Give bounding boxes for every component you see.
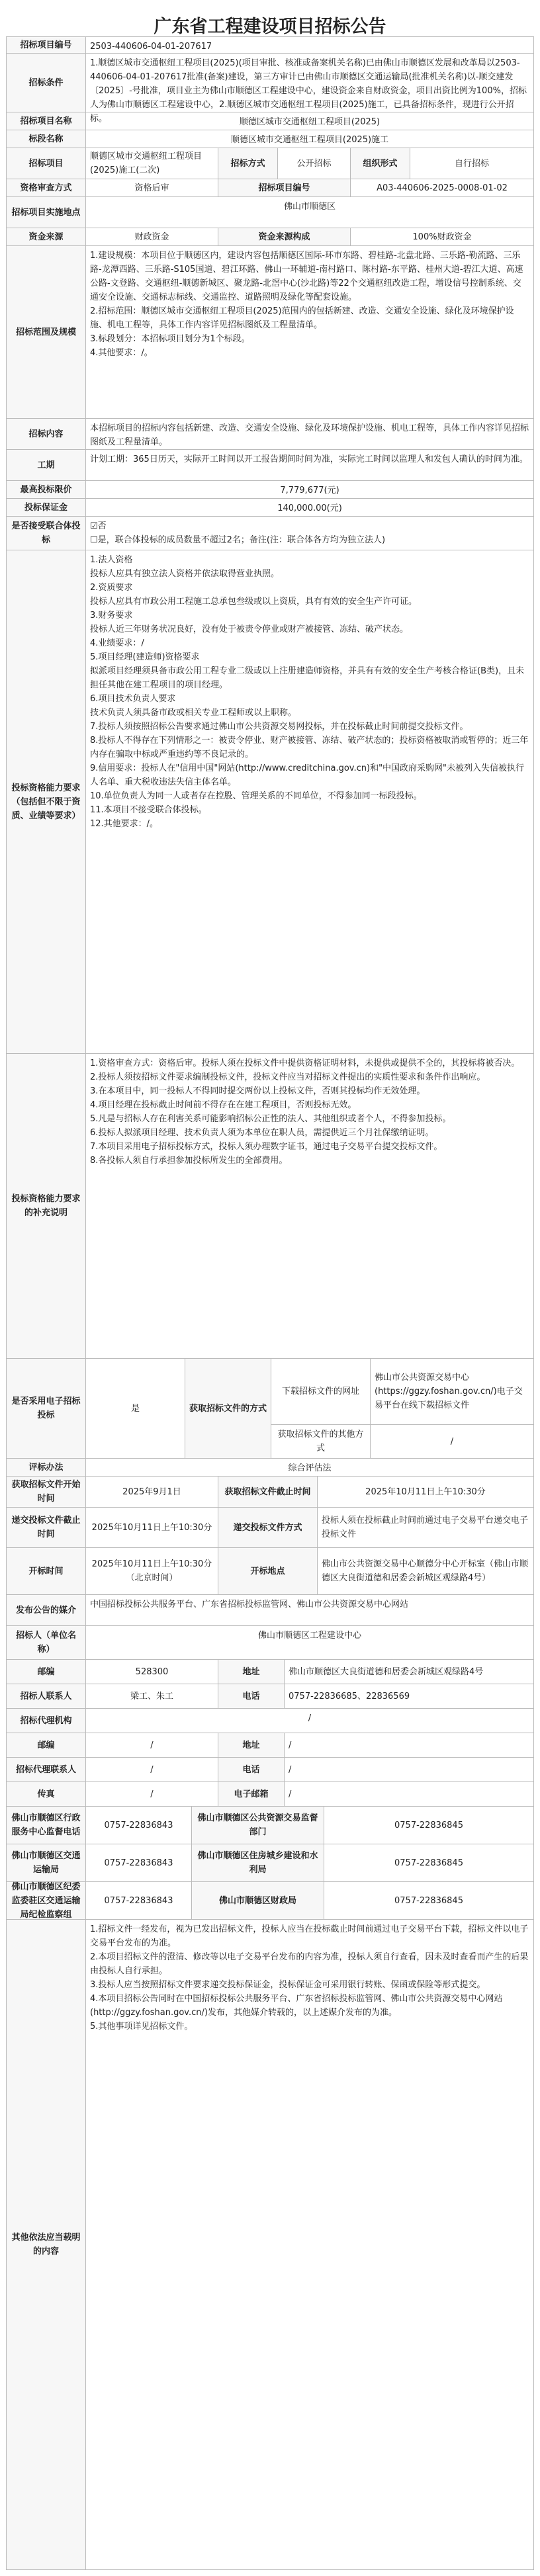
row-tenderee: [6, 1625, 534, 1659]
row-agency-contact: [6, 1757, 534, 1782]
row-bid-project: [6, 148, 534, 179]
dept-value: 0757-22836845: [324, 1807, 534, 1844]
label: 招标代理联系人: [7, 1758, 86, 1782]
value: 顺德区城市交通枢纽工程项目(2025): [86, 112, 534, 130]
value: [86, 550, 534, 1053]
code-value: A03-440606-2025-0008-01-02: [351, 179, 534, 196]
open-place-label: 开标地点: [218, 1548, 318, 1594]
value: /: [86, 1758, 218, 1782]
label: 开标时间: [7, 1548, 86, 1594]
obtain-web-row: [271, 1359, 534, 1425]
label: 招标项目实施地点: [7, 197, 86, 228]
scope-line: 1.建设规模：本项目位于顺德区内，建设内容包括顺德区国际-环市东路、碧桂路-北盘北路、三乐路-勒流路、三乐路-龙潭西路、三乐路-S105国道、碧江环路、佛山一环辅道-南村路口、陈村路-东平路、桂州大道-碧江大道、高速公路-文登路、交通枢纽-顺德新城区、聚龙路-北滘中心(沙北路)等22个交通枢纽改造工程，增设信号控制系统、交通安全设施、交通标志标线、交通监控、道路照明及绿化等配套设施。: [90, 251, 523, 302]
label: 工期: [7, 450, 86, 480]
row-location: [6, 196, 534, 228]
label: 招标条件: [7, 54, 86, 112]
place-value: 投标人须在投标截止时间前通过电子交易平台递交电子投标文件: [318, 1508, 534, 1547]
mail-value: /: [285, 1782, 534, 1806]
row-other-notes: [6, 1053, 534, 1358]
scope-line: 3.标段划分：本招标项目划分为1个标段。: [90, 334, 250, 344]
req-line: 2.资质要求: [90, 583, 133, 593]
value: 2025年10月11日上午10:30分（北京时间）: [86, 1548, 218, 1594]
req-line: 技术负责人须具备市政或相关专业工程师或以上职称。: [90, 708, 297, 718]
value: [86, 517, 534, 550]
req-line: 8.投标人不得存在下列情形之一：被责令停业、财产被接管、冻结、破产状态的；投标资格被取消或暂停的；近三年内存在骗取中标或严重违约等不良记录的。: [90, 736, 529, 759]
note-line: 2.投标人须按招标文件要求编制投标文件，投标文件应当对招标文件提出的实质性要求和条件作出响应。: [90, 1072, 486, 1082]
value: 7,779,677(元): [86, 481, 534, 498]
label: 招标内容: [7, 419, 86, 449]
req-line: 投标人应具有独立法人资格并依法取得营业执照。: [90, 569, 280, 579]
tel-label: 电话: [218, 1758, 285, 1782]
value: 佛山市顺德区工程建设中心: [86, 1626, 534, 1659]
obtain-other-label: 获取招标文件的其他方式: [271, 1425, 371, 1458]
form-value: 自行招标: [410, 148, 534, 179]
value: 本招标项目的招标内容包括新建、改造、交通安全设施、绿化及环境保护设施、机电工程等，具体工作内容详见招标图纸及工程量清单。: [86, 419, 534, 449]
other-line: 3.投标人应当按照招标文件要求递交投标保证金，投标保证金可采用银行转账、保函或保险等形式提交。: [90, 1980, 486, 1990]
label: 发布公告的媒介: [7, 1595, 86, 1625]
req-line: 9.信用要求：投标人在"信用中国"网站(http://www.creditchina.gov.cn)和"中国政府采购网"未被列入失信被执行人名单、重大税收违法失信主体名单。: [90, 763, 525, 787]
value: 综合评估法: [86, 1459, 534, 1476]
row-submit-deadline: [6, 1507, 534, 1547]
label: 传真: [7, 1782, 86, 1806]
scope-line: 2.招标范围：顺德区城市交通枢纽工程项目(2025)范围内的包括新建、改造、交通安全设施、绿化及环境保护设施、机电工程等，具体工作内容详见招标图纸及工程量清单。: [90, 306, 514, 330]
scope-line: 4.其他要求：/。: [90, 348, 153, 358]
method-label: 招标方式: [218, 148, 278, 179]
obtain-web-label: 下载招标文件的网址: [271, 1359, 371, 1424]
row-project-name: [6, 112, 534, 130]
label: 标段名称: [7, 130, 86, 148]
value: [86, 1054, 534, 1358]
label: 递交投标文件截止时间: [7, 1508, 86, 1547]
req-line: 10.单位负责人为同一人或者存在控股、管理关系的不同单位，不得参加同一标段投标。: [90, 791, 422, 801]
code-label: 招标项目编号: [218, 179, 351, 196]
form-label: 组织形式: [351, 148, 410, 179]
req-line: 投标人近三年财务状况良好，没有处于被责令停业或财产被接管、冻结、破产状态。: [90, 624, 409, 634]
value: 是: [86, 1359, 185, 1458]
value: 中国招标投标公共服务平台、广东省招标投标监管网、佛山市公共资源交易中心网站: [86, 1595, 534, 1625]
value: /: [86, 1709, 534, 1733]
value: /: [86, 1782, 218, 1806]
label: 资金来源: [7, 228, 86, 245]
tel-value: /: [285, 1758, 534, 1782]
value: 财政资金: [86, 228, 218, 245]
label: 获取招标文件开始时间: [7, 1477, 86, 1507]
end-value: 2025年10月11日上午10:30分: [318, 1477, 534, 1507]
addr-label: 地址: [218, 1733, 285, 1757]
other-line: 4.本项目招标公告同时在中国招标投标公共服务平台、广东省招标投标监管网、佛山市公共资源交易中心网站(http://ggzy.foshan.gov.cn/)发布，其他媒介转载的，以上述媒介发布的为准。: [90, 1994, 503, 2018]
option-yes: ☐是，联合体投标的成员数量不超过2名；备注(注：联合体各方均为独立法人): [90, 535, 386, 545]
value: 梁工、朱工: [86, 1684, 218, 1708]
obtain-web-value: 佛山市公共资源交易中心(https://ggzy.foshan.gov.cn/)电子交易平台在线下载招标文件: [371, 1359, 534, 1424]
value: /: [86, 1733, 218, 1757]
row-media: [6, 1594, 534, 1625]
addr-value: /: [285, 1733, 534, 1757]
method-value: 公开招标: [278, 148, 351, 179]
label: 其他依法应当载明的内容: [7, 1920, 86, 2569]
obtain-other-value: /: [371, 1425, 534, 1458]
row-agency-zip: [6, 1733, 534, 1757]
row-supervise3: [6, 1881, 534, 1919]
row-supervise2: [6, 1844, 534, 1881]
row-qualification: [6, 179, 534, 196]
row-agency: [6, 1708, 534, 1733]
row-scope: [6, 245, 534, 418]
note-line: 8.各投标人须自行承担参加投标所发生的全部费用。: [90, 1156, 288, 1166]
req-line: 3.财务要求: [90, 611, 133, 621]
row-deposit: [6, 498, 534, 516]
label: 投标保证金: [7, 499, 86, 516]
note-line: 1.资格审查方式：资格后审。投标人须在投标文件中提供资格证明材料，未提供或提供不全的，其投标将被否决。: [90, 1058, 520, 1068]
row-duration: [6, 449, 534, 480]
label: 招标项目编号: [7, 37, 86, 53]
value: 0757-22836843: [86, 1882, 192, 1919]
note-line: 3.在本项目中，同一投标人不得同时提交两份以上投标文件，否则其投标均作无效处理。: [90, 1086, 426, 1096]
req-line: 7.投标人须按照招标公告要求通过佛山市公共资源交易网投标，并在投标截止时间前提交投标文件。: [90, 722, 469, 732]
note-line: 7.本项目采用电子招标投标方式，投标人须办理数字证书，通过电子交易平台提交投标文件。: [90, 1142, 443, 1152]
value: 2025年10月11日上午10:30分: [86, 1508, 218, 1547]
label: 是否采用电子招标投标: [7, 1359, 86, 1458]
row-consortium: [6, 516, 534, 550]
req-line: 6.项目技术负责人要求: [90, 694, 176, 704]
value: [86, 246, 534, 418]
value: 528300: [86, 1660, 218, 1684]
end-label: 获取招标文件截止时间: [218, 1477, 318, 1507]
label: 招标人（单位名称）: [7, 1626, 86, 1659]
req-line: 12.其他要求：/。: [90, 819, 159, 829]
label: 最高投标限价: [7, 481, 86, 498]
row-project-code: [6, 36, 534, 53]
value: 顺德区城市交通枢纽工程项目(2025)施工(二次): [86, 148, 218, 179]
label: 是否接受联合体投标: [7, 517, 86, 550]
note-line: 4.项目经理在投标截止时间前不得存在在建工程项目，否则投标无效。: [90, 1100, 357, 1110]
mail-label: 电子邮箱: [218, 1782, 285, 1806]
other-line: 1.招标文件一经发布，视为已发出招标文件，投标人应当在投标截止时间前通过电子交易平台下载，招标文件以电子交易平台发布的为准。: [90, 1924, 529, 1948]
row-electronic: [6, 1358, 534, 1458]
addr-label: 地址: [218, 1660, 285, 1684]
label: 投标资格能力要求的补充说明: [7, 1054, 86, 1358]
value: [86, 1920, 534, 2569]
value: 0757-22836843: [86, 1844, 192, 1881]
req-line: 11.本项目不接受联合体投标。: [90, 805, 207, 815]
row-address: [6, 1659, 534, 1684]
row-doc-time: [6, 1476, 534, 1507]
open-place-value: 佛山市公共资源交易中心顺德分中心开标室（佛山市顺德区大良街道德和居委会新城区观绿路4号）: [318, 1548, 534, 1594]
option-no: ☑否: [90, 521, 107, 531]
dept-value: 0757-22836845: [324, 1882, 534, 1919]
label: 佛山市顺德区交通运输局: [7, 1844, 86, 1881]
tel-label: 电话: [218, 1684, 285, 1708]
label: 招标项目名称: [7, 112, 86, 130]
obtain-group: [271, 1359, 534, 1458]
obtain-other-row: [271, 1425, 534, 1458]
row-section-name: [6, 130, 534, 148]
ratio-label: 资金来源构成: [218, 228, 351, 245]
other-line: 5.其他事项详见招标文件。: [90, 2022, 193, 2032]
req-line: 投标人应具有市政公用工程施工总承包叁级或以上资质，具有有效的安全生产许可证。: [90, 597, 418, 607]
row-open-time: [6, 1547, 534, 1594]
req-line: 5.项目经理(建造师)资格要求: [90, 652, 200, 662]
label: 招标项目: [7, 148, 86, 179]
row-requirements: [6, 550, 534, 1053]
announcement-table: [6, 36, 534, 2570]
label: 资格审查方式: [7, 179, 86, 196]
row-funds: [6, 228, 534, 245]
label: 邮编: [7, 1733, 86, 1757]
value: 资格后审: [86, 179, 218, 196]
value: 140,000.00(元): [86, 499, 534, 516]
tel-value: 0757-22836685、22836569: [285, 1684, 534, 1708]
value: 1.顺德区城市交通枢纽工程项目(2025)(项目审批、核准或备案机关名称)已由佛山市顺德区发展和改革局以2503-440606-04-01-207617批准(备案)建设，第三方审计已由佛山市顺德区交通运输局(批准机关名称)以-顺交建发〔2025〕-号批准，项目业主为佛山市顺德区工程建设中心，建设资金来自财政资金，项目出资比例为100%，招标人为佛山市顺德区工程建设中心，2.顺德区城市交通枢纽工程项目(2025)施工，已具备招标条件，现进行公开招标。: [86, 54, 534, 112]
value: 计划工期：365日历天，实际开工时间以开工报告期间时间为准，实际完工时间以监理人和发包人确认的时间为准。: [86, 450, 534, 480]
dept-label: 佛山市顺德区公共资源交易监督部门: [192, 1807, 324, 1844]
req-line: 拟派项目经理须具备市政公用工程专业二级或以上注册建造师资格，并具有有效的安全生产考核合格证(B类)，且未担任其他在建工程项目的项目经理。: [90, 666, 525, 690]
req-line: 1.法人资格: [90, 555, 133, 565]
row-agency-fax: [6, 1782, 534, 1806]
addr-value: 佛山市顺德区大良街道德和居委会新城区观绿路4号: [285, 1660, 534, 1684]
other-line: 2.本项目招标文件的澄清、修改等以电子交易平台发布的内容为准，投标人须自行查看，因未及时查看而产生的后果由投标人自行承担。: [90, 1952, 529, 1976]
page-title: 广东省工程建设项目招标公告: [154, 17, 386, 37]
ratio-value: 100%财政资金: [351, 228, 534, 245]
place-label: 递交投标文件方式: [218, 1508, 318, 1547]
obtain-label: 获取招标文件的方式: [185, 1359, 271, 1458]
dept-label: 佛山市顺德区住房城乡建设和水利局: [192, 1844, 324, 1881]
row-max-price: [6, 480, 534, 498]
row-supervise: [6, 1806, 534, 1844]
note-line: 5.凡是与招标人存在利害关系可能影响招标公正性的法人、其他组织或者个人，不得参加投标。: [90, 1114, 451, 1124]
label: 招标代理机构: [7, 1709, 86, 1733]
value: 佛山市顺德区: [86, 197, 534, 228]
dept-label: 佛山市顺德区财政局: [192, 1882, 324, 1919]
note-line: 6.投标人拟派项目经理、技术负责人须为本单位在职人员，需提供近三个月社保缴纳证明。: [90, 1128, 434, 1138]
label: 投标资格能力要求（包括但不限于资质、业绩等要求）: [7, 550, 86, 1053]
row-evaluation: [6, 1458, 534, 1476]
label: 招标范围及规模: [7, 246, 86, 418]
value: 顺德区城市交通枢纽工程项目(2025)施工: [86, 130, 534, 148]
value: 0757-22836843: [86, 1807, 192, 1844]
label: 评标办法: [7, 1459, 86, 1476]
row-contact: [6, 1684, 534, 1708]
label: 邮编: [7, 1660, 86, 1684]
row-contents: [6, 418, 534, 449]
req-line: 4.业绩要求：/: [90, 638, 144, 648]
row-other: [6, 1919, 534, 2570]
label: 佛山市顺德区行政服务中心监督电话: [7, 1807, 86, 1844]
dept-value: 0757-22836845: [324, 1844, 534, 1881]
label: 佛山市顺德区纪委监委驻区交通运输局纪检监察组: [7, 1882, 86, 1919]
value: 2503-440606-04-01-207617: [86, 37, 534, 53]
value: 2025年9月1日: [86, 1477, 218, 1507]
label: 招标人联系人: [7, 1684, 86, 1708]
